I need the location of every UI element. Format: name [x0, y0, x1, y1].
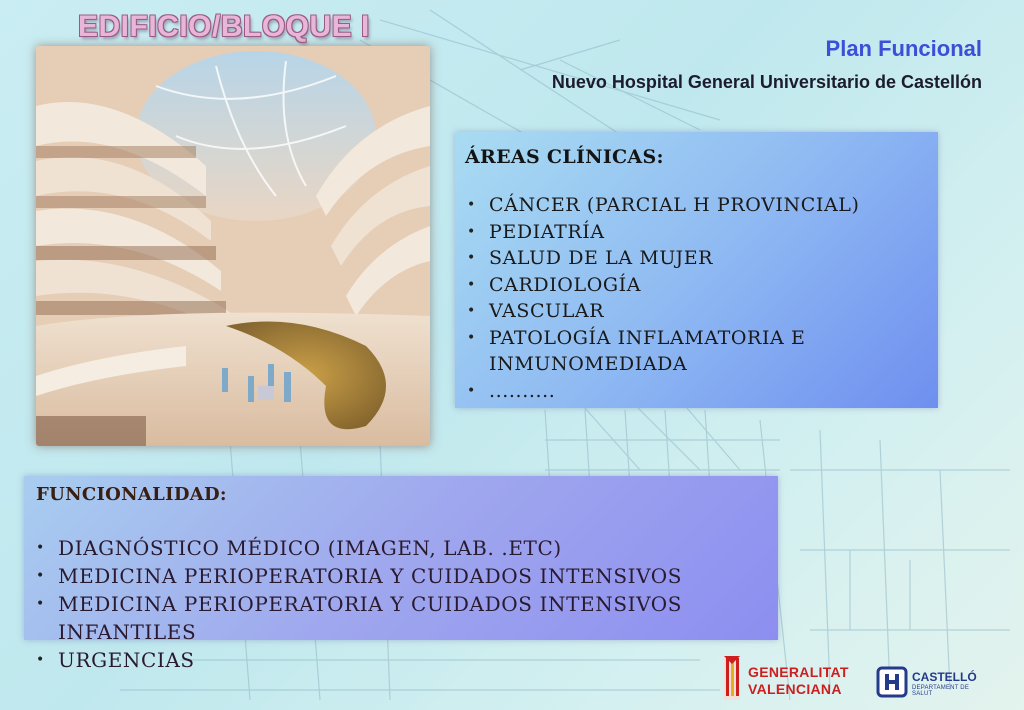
hospital-h-icon — [876, 666, 908, 698]
list-item — [463, 272, 860, 299]
bullet-icon: • — [36, 652, 45, 668]
slide-title: EDIFICIO/BLOQUE I — [78, 10, 370, 43]
list-item-text: .......... — [489, 379, 556, 402]
bullet-icon: • — [467, 329, 476, 346]
list-item-text: VASCULAR — [489, 300, 605, 322]
list-item — [32, 562, 778, 590]
list-item-text: CARDIOLOGÍA — [489, 273, 642, 296]
castello-logo-text: CASTELLÓ — [912, 670, 977, 684]
list-item-text: DIAGNÓSTICO MÉDICO (IMAGEN, LAB. .ETC) — [58, 536, 562, 560]
castello-health-logo — [876, 664, 976, 700]
generalitat-line2: VALENCIANA — [748, 681, 842, 697]
list-item — [463, 192, 860, 219]
castello-logo-subtext: DEPARTAMENT DE SALUT — [912, 685, 970, 697]
list-item-text: CÁNCER (PARCIAL H PROVINCIAL) — [489, 194, 860, 216]
list-item — [32, 590, 778, 646]
list-item — [463, 378, 860, 405]
bullet-icon: • — [467, 303, 476, 319]
list-item-continuation — [463, 351, 860, 378]
generalitat-valenciana-logo — [722, 654, 872, 704]
list-item — [463, 325, 860, 352]
bullet-icon: • — [467, 250, 476, 266]
hospital-atrium-image — [36, 46, 430, 446]
bullet-icon: • — [467, 276, 476, 293]
list-item — [32, 646, 778, 674]
list-item-text: INMUNOMEDIADA — [489, 353, 688, 375]
list-item-text: PATOLOGÍA INFLAMATORIA E — [489, 326, 806, 349]
plan-title: Plan Funcional — [825, 36, 982, 61]
functionality-panel — [24, 476, 778, 672]
list-item — [32, 534, 778, 562]
bullet-icon: • — [467, 197, 476, 213]
clinical-areas-list — [463, 192, 860, 404]
list-item-text: URGENCIAS — [58, 648, 195, 672]
clinical-areas-panel — [455, 132, 938, 408]
list-item-text: PEDIATRÍA — [489, 220, 605, 243]
bullet-icon: • — [467, 223, 476, 240]
list-item — [463, 298, 860, 325]
clinical-areas-heading: ÁREAS CLÍNICAS: — [465, 146, 664, 168]
generalitat-emblem-icon — [722, 654, 744, 702]
bullet-icon: • — [467, 382, 476, 399]
bullet-icon: • — [36, 568, 45, 584]
list-item-text: SALUD DE LA MUJER — [489, 247, 714, 269]
list-item-text: MEDICINA PERIOPERATORIA Y CUIDADOS INTENSIVOS INFANTILES — [58, 592, 683, 644]
list-item-text: MEDICINA PERIOPERATORIA Y CUIDADOS INTENSIVOS — [58, 564, 683, 588]
bullet-icon: • — [36, 540, 45, 556]
functionality-list — [32, 534, 778, 674]
bullet-icon: • — [36, 596, 45, 612]
functionality-heading: FUNCIONALIDAD: — [36, 484, 227, 505]
list-item — [463, 219, 860, 246]
list-item — [463, 245, 860, 272]
generalitat-line1: GENERALITAT — [748, 664, 849, 680]
hospital-name: Nuevo Hospital General Universitario de Castellón — [551, 72, 982, 92]
